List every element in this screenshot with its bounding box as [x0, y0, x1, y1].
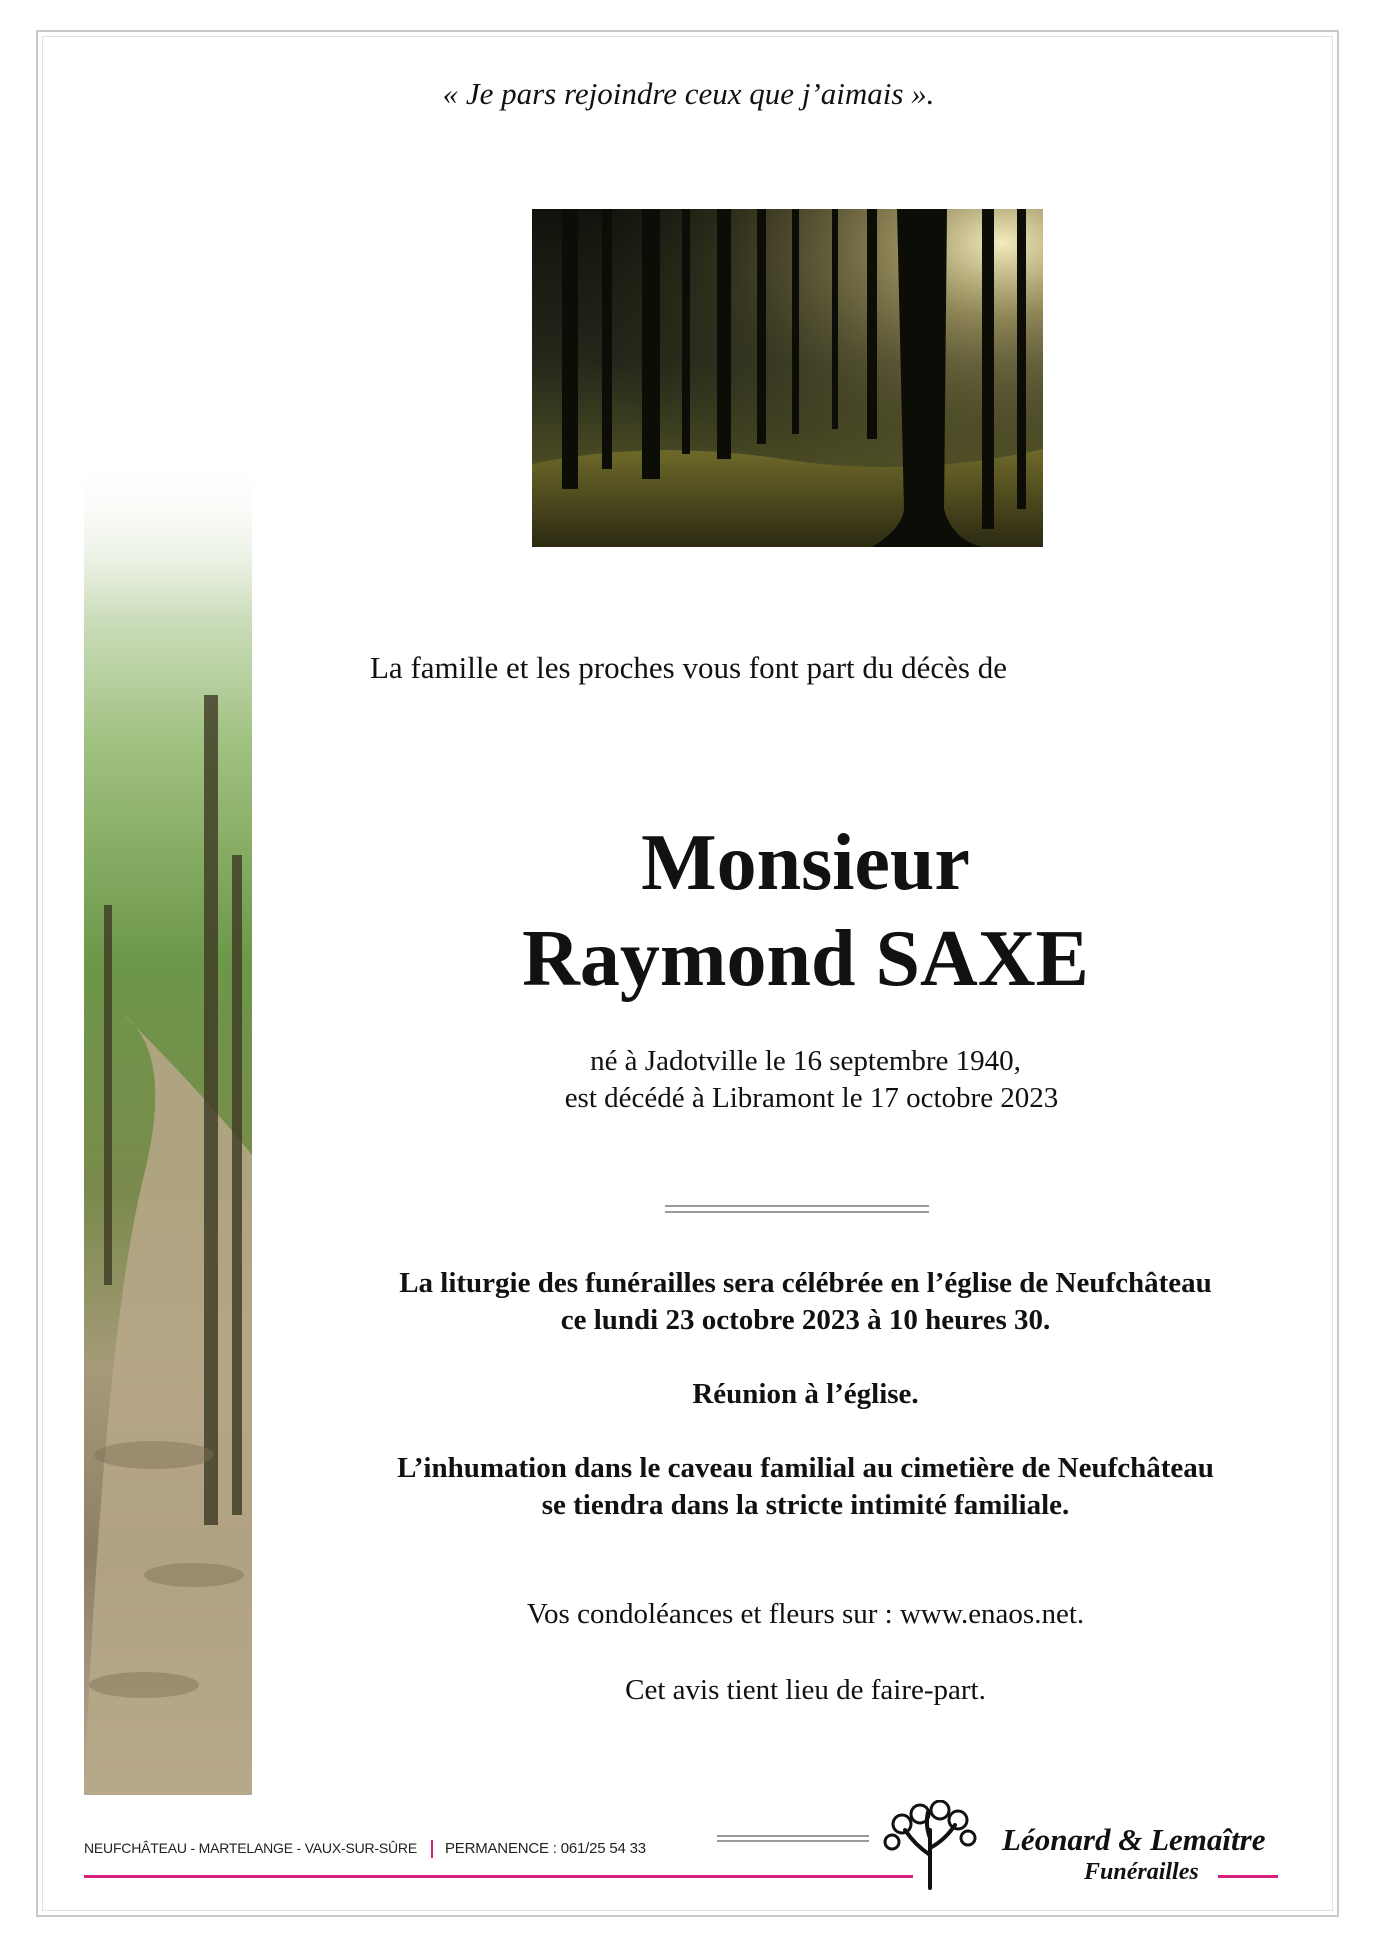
life-dates: [0, 1043, 1377, 1117]
deceased-name: Raymond SAXE: [522, 915, 1089, 1003]
burial-line-1: L’inhumation dans le caveau familial au cimetière de Neufchâteau: [397, 1452, 1214, 1484]
footer-divider: [431, 1840, 433, 1858]
deceased-title: Monsieur: [641, 819, 970, 907]
forest-illustration: [532, 209, 1043, 547]
notice-text: Cet avis tient lieu de faire-part.: [625, 1674, 986, 1706]
brand-accent-line: [1218, 1875, 1278, 1878]
deceased-name-block: [0, 815, 1377, 1007]
epitaph-quote: « Je pars rejoindre ceux que j’aimais ».: [442, 76, 935, 111]
condolences-text: Vos condoléances et fleurs sur : www.enaos.net.: [526, 1598, 1085, 1630]
forest-photo: [532, 209, 1043, 547]
death-line: est décédé à Libramont le 17 octobre 2023: [564, 1082, 1059, 1114]
liturgy-line-2: ce lundi 23 octobre 2023 à 10 heures 30.: [560, 1304, 1051, 1336]
brand-subtitle: Funérailles: [1084, 1859, 1199, 1885]
footer-contact: [84, 1840, 646, 1858]
birth-line: né à Jadotville le 16 septembre 1940,: [590, 1045, 1021, 1077]
funeral-details: [0, 1265, 1377, 1524]
tree-logo-icon: [880, 1800, 980, 1890]
double-rule-divider: [665, 1205, 929, 1213]
meeting-line: Réunion à l’église.: [692, 1378, 919, 1410]
brand-name: Léonard & Lemaître: [1002, 1822, 1266, 1857]
footer-permanence: PERMANENCE : 061/25 54 33: [444, 1840, 646, 1857]
footer-double-rule: [717, 1835, 869, 1842]
burial-line-2: se tiendra dans la stricte intimité familiale.: [541, 1489, 1070, 1521]
liturgy-line-1: La liturgie des funérailles sera célébrée en l’église de Neufchâteau: [399, 1267, 1212, 1299]
footer-accent-line: [84, 1875, 913, 1878]
footer-locations: NEUFCHÂTEAU - MARTELANGE - VAUX-SUR-SÛRE: [84, 1840, 417, 1856]
announcement-text: La famille et les proches vous font part du décès de: [370, 650, 1007, 685]
